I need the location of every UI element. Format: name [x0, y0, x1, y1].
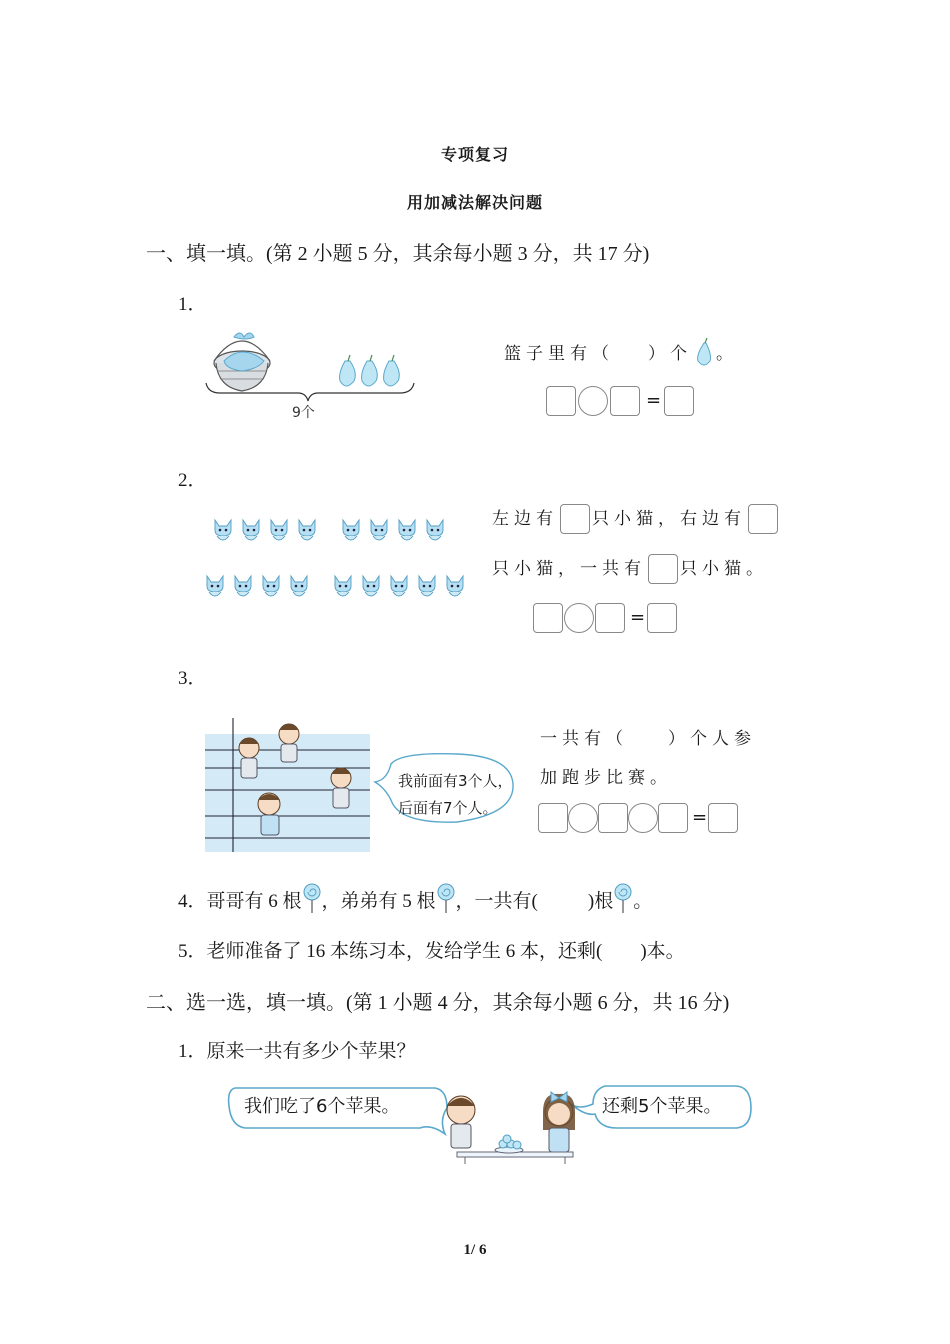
q2-operator-circle[interactable]	[564, 603, 594, 633]
pear-icon	[692, 337, 716, 367]
q5-text: 老师准备了 16 本练习本，发给学生 6 本，还剩( )本。	[206, 941, 685, 962]
q2-line-2	[492, 554, 768, 584]
q2-line2-a: 只小猫，一共有	[492, 559, 646, 579]
q3-equals-sign: =	[692, 807, 708, 828]
q1-text-end: 。	[716, 344, 738, 364]
q4-text-b: ，弟弟有 5 根	[321, 891, 436, 912]
question-5	[178, 936, 685, 963]
q3-number-box-2[interactable]	[598, 803, 628, 833]
q1-equals-sign: =	[646, 390, 662, 411]
q3-text-line-2: 加跑步比赛。	[540, 768, 672, 788]
q3-bubble-line-1: 我前面有3个人，	[398, 772, 513, 790]
q3-operator-circle-2[interactable]	[628, 803, 658, 833]
cats-illustration	[205, 510, 475, 605]
q3-result-box[interactable]	[708, 803, 738, 833]
bubble-right-text: 还剩5个苹果。	[602, 1096, 722, 1117]
q3-number-box-3[interactable]	[658, 803, 688, 833]
page-number: 1/ 6	[463, 1242, 487, 1258]
q4-number: 4．	[178, 891, 207, 912]
question-3-number: 3．	[178, 668, 207, 689]
q2-line2-b: 只小猫。	[680, 559, 768, 579]
q4-text-c: ，一共有(	[455, 891, 538, 912]
section-2-heading: 二、选一选，填一填。(第 1 小题 4 分，其余每小题 6 分，共 16 分)	[146, 992, 730, 1014]
page-title: 专项复习	[440, 147, 509, 164]
q4-text-d: )根	[587, 891, 614, 912]
q3-bubble-line-2: 后面有7个人。	[398, 799, 498, 817]
bubble-left-text: 我们吃了6个苹果。	[244, 1096, 400, 1117]
q2-line1-a: 左边有	[492, 509, 558, 529]
q2-line1-b: 只小猫，右边有	[592, 509, 746, 529]
q2-line-1	[492, 504, 780, 534]
question-2-number: 2．	[178, 470, 207, 491]
q3-text-line-1	[540, 724, 756, 749]
section-1-heading: 一、填一填。(第 2 小题 5 分，其余每小题 3 分，共 17 分)	[146, 243, 650, 265]
q1-text	[504, 337, 738, 367]
q3-operator-circle-1[interactable]	[568, 803, 598, 833]
q1-result-box[interactable]	[664, 386, 694, 416]
section-2-question-1	[178, 1036, 416, 1063]
q4-text-e: 。	[633, 891, 653, 912]
question-4	[178, 883, 652, 913]
total-label: 9个	[292, 405, 315, 421]
s2q1-number: 1．	[178, 1041, 207, 1062]
q1-text-a: 篮子里有（	[504, 344, 614, 364]
q2-number-box-2[interactable]	[595, 603, 625, 633]
q2-number-box-1[interactable]	[533, 603, 563, 633]
q2-result-box[interactable]	[647, 603, 677, 633]
q2-equals-sign: =	[630, 607, 646, 628]
s2q1-text: 原来一共有多少个苹果？	[206, 1041, 416, 1062]
q1-number-box-2[interactable]	[610, 386, 640, 416]
q2-total-count-box[interactable]	[648, 554, 678, 584]
q4-text-a: 哥哥有 6 根	[206, 891, 302, 912]
lollipop-icon	[302, 883, 322, 913]
page-subtitle: 用加减法解决问题	[406, 195, 543, 212]
q3-text-b: ）个人参	[668, 729, 756, 749]
q5-number: 5．	[178, 941, 207, 962]
q1-text-b: ）个	[648, 344, 692, 364]
lollipop-icon	[436, 883, 456, 913]
question-1-number: 1．	[178, 294, 207, 315]
q1-number-box-1[interactable]	[546, 386, 576, 416]
q2-right-count-box[interactable]	[748, 504, 778, 534]
q1-operator-circle[interactable]	[578, 386, 608, 416]
q3-text-a: 一共有（	[540, 729, 628, 749]
q3-number-box-1[interactable]	[538, 803, 568, 833]
q2-left-count-box[interactable]	[560, 504, 590, 534]
lollipop-icon	[613, 883, 633, 913]
